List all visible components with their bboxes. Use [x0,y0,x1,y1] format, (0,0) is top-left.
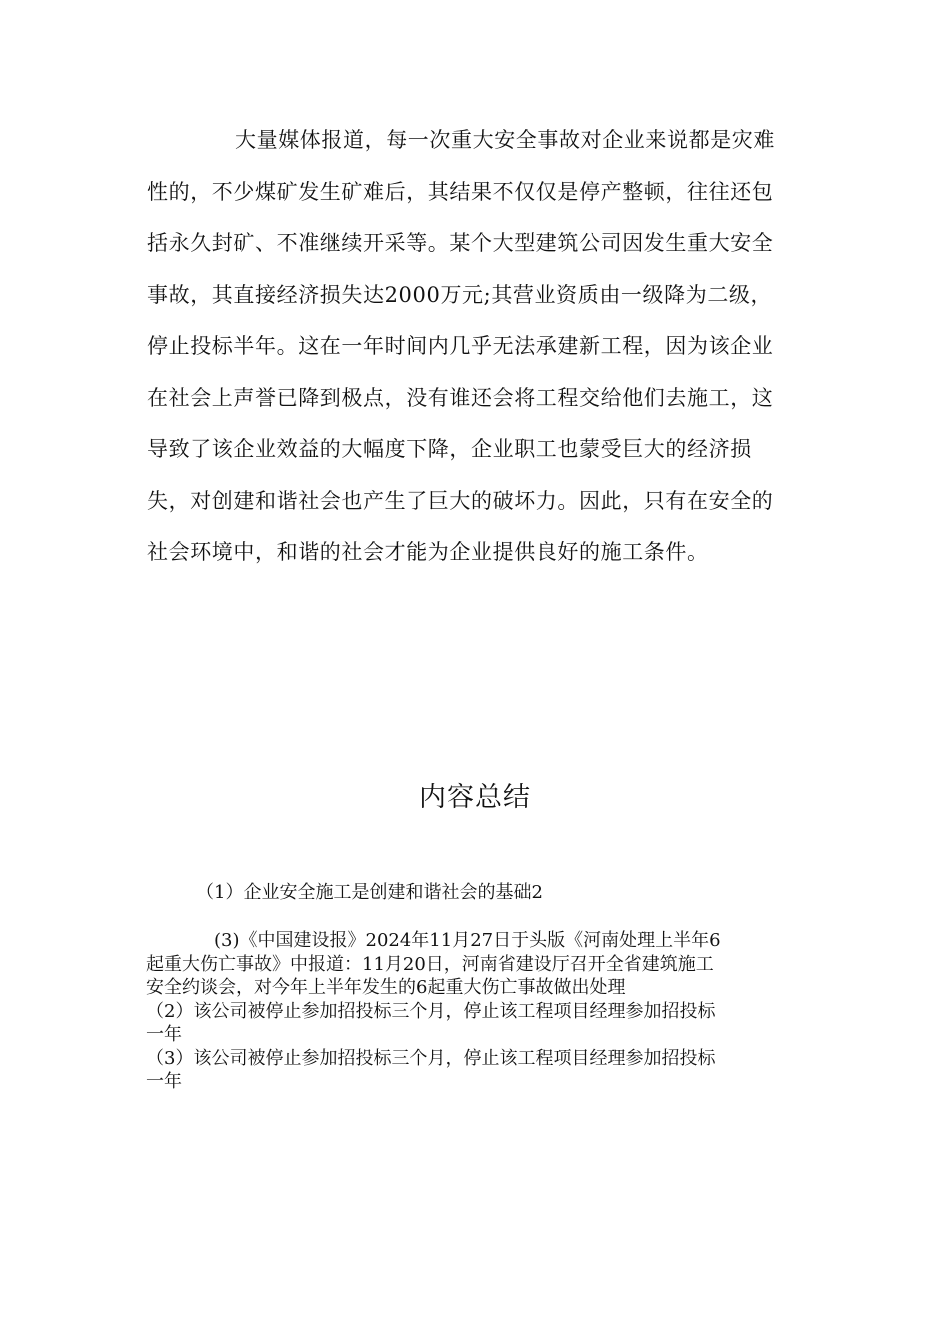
summary-line: （2）该公司被停止参加招投标三个月，停止该工程项目经理参加招投标 [146,1000,716,1022]
paragraph-line: 社会环境中，和谐的社会才能为企业提供良好的施工条件。 [147,540,709,564]
paragraph-line: 大量媒体报道，每一次重大安全事故对企业来说都是灾难 [235,128,775,152]
summary-line: 一年 [146,1071,182,1092]
summary-line: 起重大伤亡事故》中报道：11月20日，河南省建设厅召开全省建筑施工 [146,953,714,975]
summary-line: 一年 [146,1024,182,1045]
summary-title: 内容总结 [419,782,531,813]
summary-line: （3）该公司被停止参加招投标三个月，停止该工程项目经理参加招投标 [146,1047,716,1069]
summary-line: (3)《中国建设报》2024年11月27日于头版《河南处理上半年6 [214,930,721,951]
paragraph-line: 失，对创建和谐社会也产生了巨大的破坏力。因此，只有在安全的 [147,488,774,513]
paragraph-line: 停止投标半年。这在一年时间内几乎无法承建新工程，因为该企业 [147,334,774,358]
summary-block [146,929,806,1094]
paragraph-line: 导致了该企业效益的大幅度下降，企业职工也蒙受巨大的经济损 [147,437,752,461]
summary-line: 安全约谈会，对今年上半年发生的6起重大伤亡事故做出处理 [146,977,626,998]
paragraph-line: 事故，其直接经济损失达2000万元;其营业资质由一级降为二级， [147,282,773,307]
body-paragraph [147,115,797,579]
paragraph-line: 性的，不少煤矿发生矿难后，其结果不仅仅是停产整顿，往往还包 [147,179,774,204]
paragraph-line: 在社会上声誉已降到极点，没有谁还会将工程交给他们去施工，这 [147,385,774,410]
summary-heading: （1）企业安全施工是创建和谐社会的基础2 [196,882,543,903]
paragraph-line: 括永久封矿、不准继续开采等。某个大型建筑公司因发生重大安全 [147,231,774,255]
